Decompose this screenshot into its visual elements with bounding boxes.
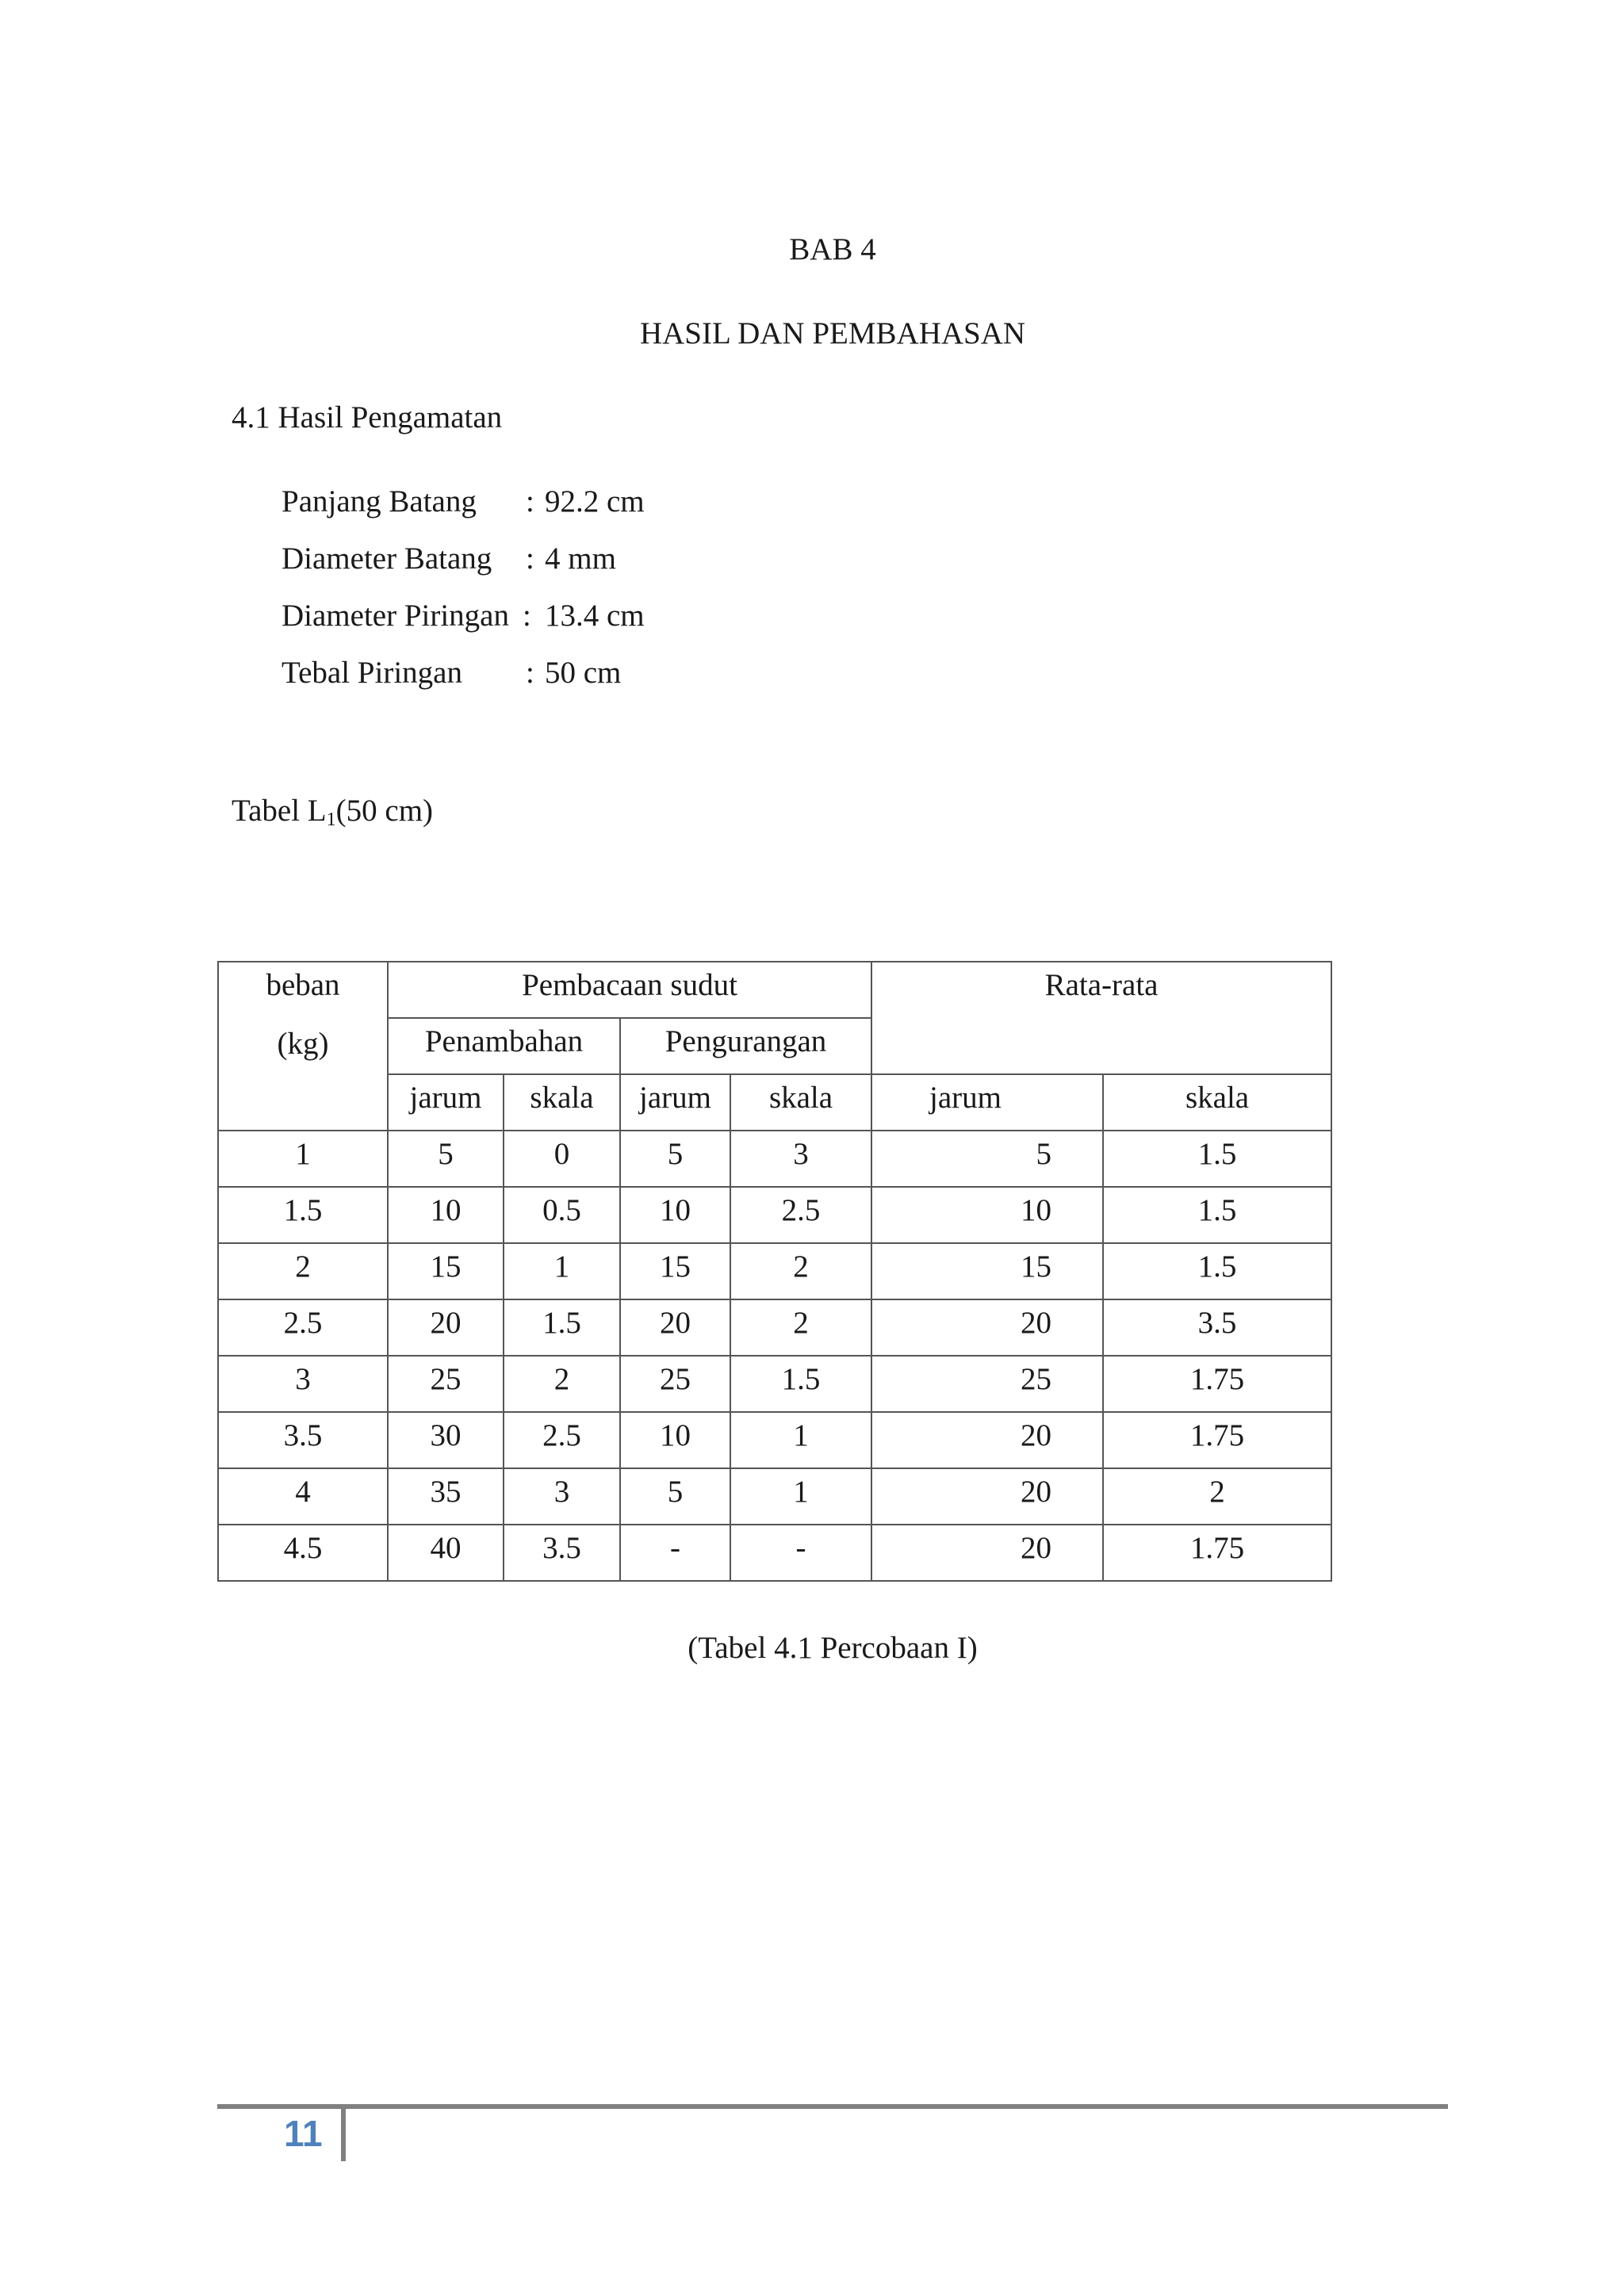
spec-label: Panjang Batang [282,484,477,519]
header-beban [218,962,388,1131]
table-row [218,1131,1331,1187]
table-caption-top [232,793,433,831]
cell-penambahan-skala: 3.5 [504,1525,620,1581]
header-skala: skala [504,1074,620,1131]
header-beban-unit: (kg) [277,1027,329,1061]
cell-rata-jarum: 25 [871,1356,1103,1412]
spec-row [282,598,916,645]
cell-rata-skala: 1.5 [1103,1131,1331,1187]
cell-penambahan-skala: 0.5 [504,1187,620,1243]
table-row [218,1187,1331,1243]
cell-pengurangan-jarum: 25 [620,1356,730,1412]
cell-rata-jarum: 15 [871,1243,1103,1299]
cell-beban: 3 [218,1356,388,1412]
cell-pengurangan-jarum: 10 [620,1187,730,1243]
cell-penambahan-jarum: 5 [388,1131,504,1187]
header-pembacaan-sudut: Pembacaan sudut [388,962,871,1018]
cell-penambahan-jarum: 25 [388,1356,504,1412]
cell-beban: 2.5 [218,1299,388,1356]
spec-label: Diameter Piringan [282,599,509,633]
spec-value: 50 cm [545,656,622,690]
cell-beban: 4 [218,1468,388,1525]
chapter-number: BAB 4 [789,232,876,266]
section-heading: 4.1 Hasil Pengamatan [232,400,503,434]
header-pengurangan: Pengurangan [620,1018,871,1074]
spec-label: Diameter Batang [282,541,492,576]
cell-rata-jarum: 20 [871,1525,1103,1581]
caption-suffix: (50 cm) [335,794,434,828]
spec-colon: : [523,599,531,633]
cell-beban: 3.5 [218,1412,388,1468]
caption-subscript: 1 [326,809,336,830]
cell-pengurangan-skala: 1 [730,1412,871,1468]
cell-rata-skala: 1.75 [1103,1412,1331,1468]
table-row [218,1525,1331,1581]
cell-penambahan-skala: 1.5 [504,1299,620,1356]
cell-beban: 1.5 [218,1187,388,1243]
cell-rata-skala: 1.5 [1103,1243,1331,1299]
cell-pengurangan-skala: 2.5 [730,1187,871,1243]
footer-divider [341,2109,346,2161]
spec-row [282,655,916,702]
table-row [218,1412,1331,1468]
spec-value: 13.4 cm [545,599,645,633]
spec-colon: : [526,541,534,576]
chapter-title: HASIL DAN PEMBAHASAN [639,316,1026,350]
cell-pengurangan-jarum: 15 [620,1243,730,1299]
cell-beban: 4.5 [218,1525,388,1581]
header-jarum: jarum [388,1074,504,1131]
spec-value: 4 mm [545,541,616,576]
header-rata-rata: Rata-rata [871,962,1331,1074]
page-number: 11 [284,2113,323,2154]
cell-pengurangan-jarum: 5 [620,1131,730,1187]
cell-penambahan-skala: 2 [504,1356,620,1412]
table-row [218,1356,1331,1412]
cell-pengurangan-skala: 2 [730,1243,871,1299]
cell-pengurangan-skala: 3 [730,1131,871,1187]
cell-penambahan-jarum: 30 [388,1412,504,1468]
table-row [218,1243,1331,1299]
header-beban-label: beban [266,968,340,1002]
cell-rata-jarum: 20 [871,1412,1103,1468]
spec-row [282,541,916,588]
table-caption-bottom: (Tabel 4.1 Percobaan I) [688,1631,978,1665]
cell-penambahan-skala: 2.5 [504,1412,620,1468]
table-row [218,1468,1331,1525]
cell-pengurangan-skala: 2 [730,1299,871,1356]
header-jarum: jarum [620,1074,730,1131]
cell-pengurangan-jarum: - [620,1525,730,1581]
header-jarum: jarum [871,1074,1103,1131]
cell-beban: 2 [218,1243,388,1299]
cell-penambahan-jarum: 35 [388,1468,504,1525]
cell-pengurangan-skala: 1.5 [730,1356,871,1412]
cell-pengurangan-jarum: 20 [620,1299,730,1356]
cell-penambahan-jarum: 10 [388,1187,504,1243]
header-penambahan: Penambahan [388,1018,620,1074]
cell-penambahan-jarum: 20 [388,1299,504,1356]
header-skala: skala [730,1074,871,1131]
cell-pengurangan-skala: 1 [730,1468,871,1525]
cell-pengurangan-skala: - [730,1525,871,1581]
cell-penambahan-jarum: 40 [388,1525,504,1581]
spec-colon: : [526,656,534,690]
header-skala: skala [1103,1074,1331,1131]
cell-rata-jarum: 5 [871,1131,1103,1187]
cell-rata-skala: 1.75 [1103,1525,1331,1581]
footer-rule [217,2104,1448,2109]
cell-pengurangan-jarum: 5 [620,1468,730,1525]
spec-colon: : [526,484,534,519]
cell-beban: 1 [218,1131,388,1187]
cell-penambahan-skala: 1 [504,1243,620,1299]
cell-rata-jarum: 10 [871,1187,1103,1243]
table-row [218,1299,1331,1356]
cell-rata-jarum: 20 [871,1299,1103,1356]
cell-penambahan-skala: 0 [504,1131,620,1187]
cell-rata-skala: 3.5 [1103,1299,1331,1356]
cell-rata-jarum: 20 [871,1468,1103,1525]
cell-penambahan-jarum: 15 [388,1243,504,1299]
cell-pengurangan-jarum: 10 [620,1412,730,1468]
spec-label: Tebal Piringan [282,656,462,690]
spec-row [282,484,916,531]
observation-table [217,961,1332,1582]
header-row [218,962,1331,1018]
cell-rata-skala: 2 [1103,1468,1331,1525]
caption-prefix: Tabel L [232,794,327,828]
cell-penambahan-skala: 3 [504,1468,620,1525]
cell-rata-skala: 1.5 [1103,1187,1331,1243]
cell-rata-skala: 1.75 [1103,1356,1331,1412]
spec-value: 92.2 cm [545,484,645,519]
